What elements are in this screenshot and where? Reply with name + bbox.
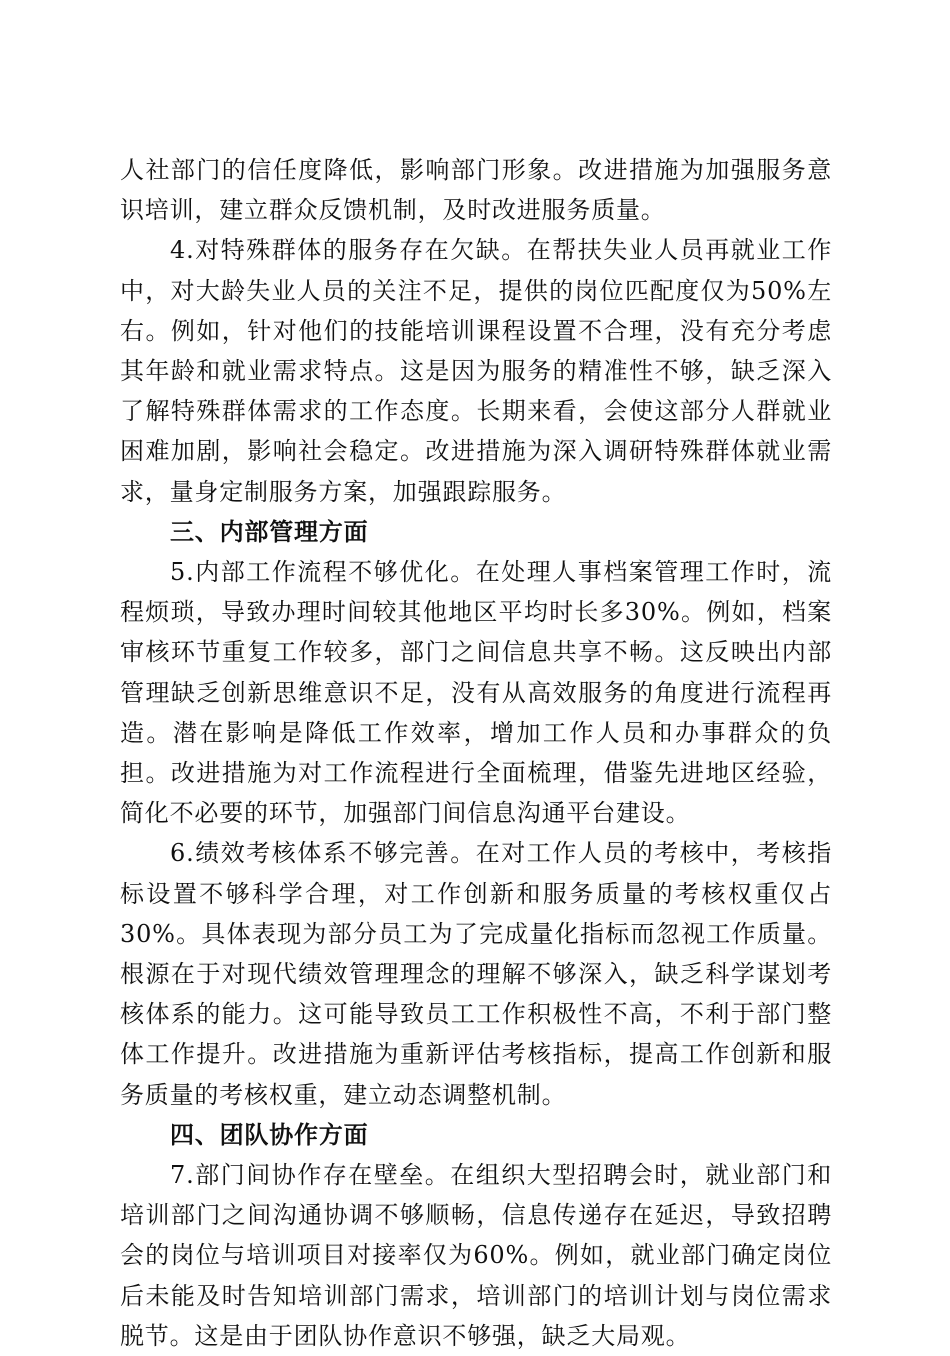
section-heading-3: 三、内部管理方面: [170, 517, 369, 546]
paragraph-item-5: 5.内部工作流程不够优化。在处理人事档案管理工作时，流程烦琐，导致办理时间较其他地区平均时长多30%。例如，档案审核环节重复工作较多，部门之间信息共享不畅。这反映出内部管理缺乏创新思维意识不足，没有从高效服务的角度进行流程再造。潜在影响是降低工作效率，增加工作人员和办事群众的负担。改进措施为对工作流程进行全面梳理，借鉴先进地区经验，简化不必要的环节，加强部门间信息沟通平台建设。: [120, 558, 832, 828]
document-page: [120, 150, 832, 1356]
section-heading-4: 四、团队协作方面: [170, 1120, 369, 1149]
paragraph-item-7: 7.部门间协作存在壁垒。在组织大型招聘会时，就业部门和培训部门之间沟通协调不够顺畅，信息传递存在延迟，导致招聘会的岗位与培训项目对接率仅为60%。例如，就业部门确定岗位后未能及时告知培训部门需求，培训部门的培训计划与岗位需求脱节。这是由于团队协作意识不够强，缺乏大局观。: [120, 1161, 832, 1350]
paragraph-item-4: 4.对特殊群体的服务存在欠缺。在帮扶失业人员再就业工作中，对大龄失业人员的关注不足，提供的岗位匹配度仅为50%左右。例如，针对他们的技能培训课程设置不合理，没有充分考虑其年龄和就业需求特点。这是因为服务的精准性不够，缺乏深入了解特殊群体需求的工作态度。长期来看，会使这部分人群就业困难加剧，影响社会稳定。改进措施为深入调研特殊群体就业需求，量身定制服务方案，加强跟踪服务。: [120, 236, 832, 506]
paragraph-continuation: 人社部门的信任度降低，影响部门形象。改进措施为加强服务意识培训，建立群众反馈机制，及时改进服务质量。: [120, 156, 832, 225]
paragraph-item-6: 6.绩效考核体系不够完善。在对工作人员的考核中，考核指标设置不够科学合理，对工作创新和服务质量的考核权重仅占30%。具体表现为部分员工为了完成量化指标而忽视工作质量。根源在于对现代绩效管理理念的理解不够深入，缺乏科学谋划考核体系的能力。这可能导致员工工作积极性不高，不利于部门整体工作提升。改进措施为重新评估考核指标，提高工作创新和服务质量的考核权重，建立动态调整机制。: [120, 839, 832, 1109]
